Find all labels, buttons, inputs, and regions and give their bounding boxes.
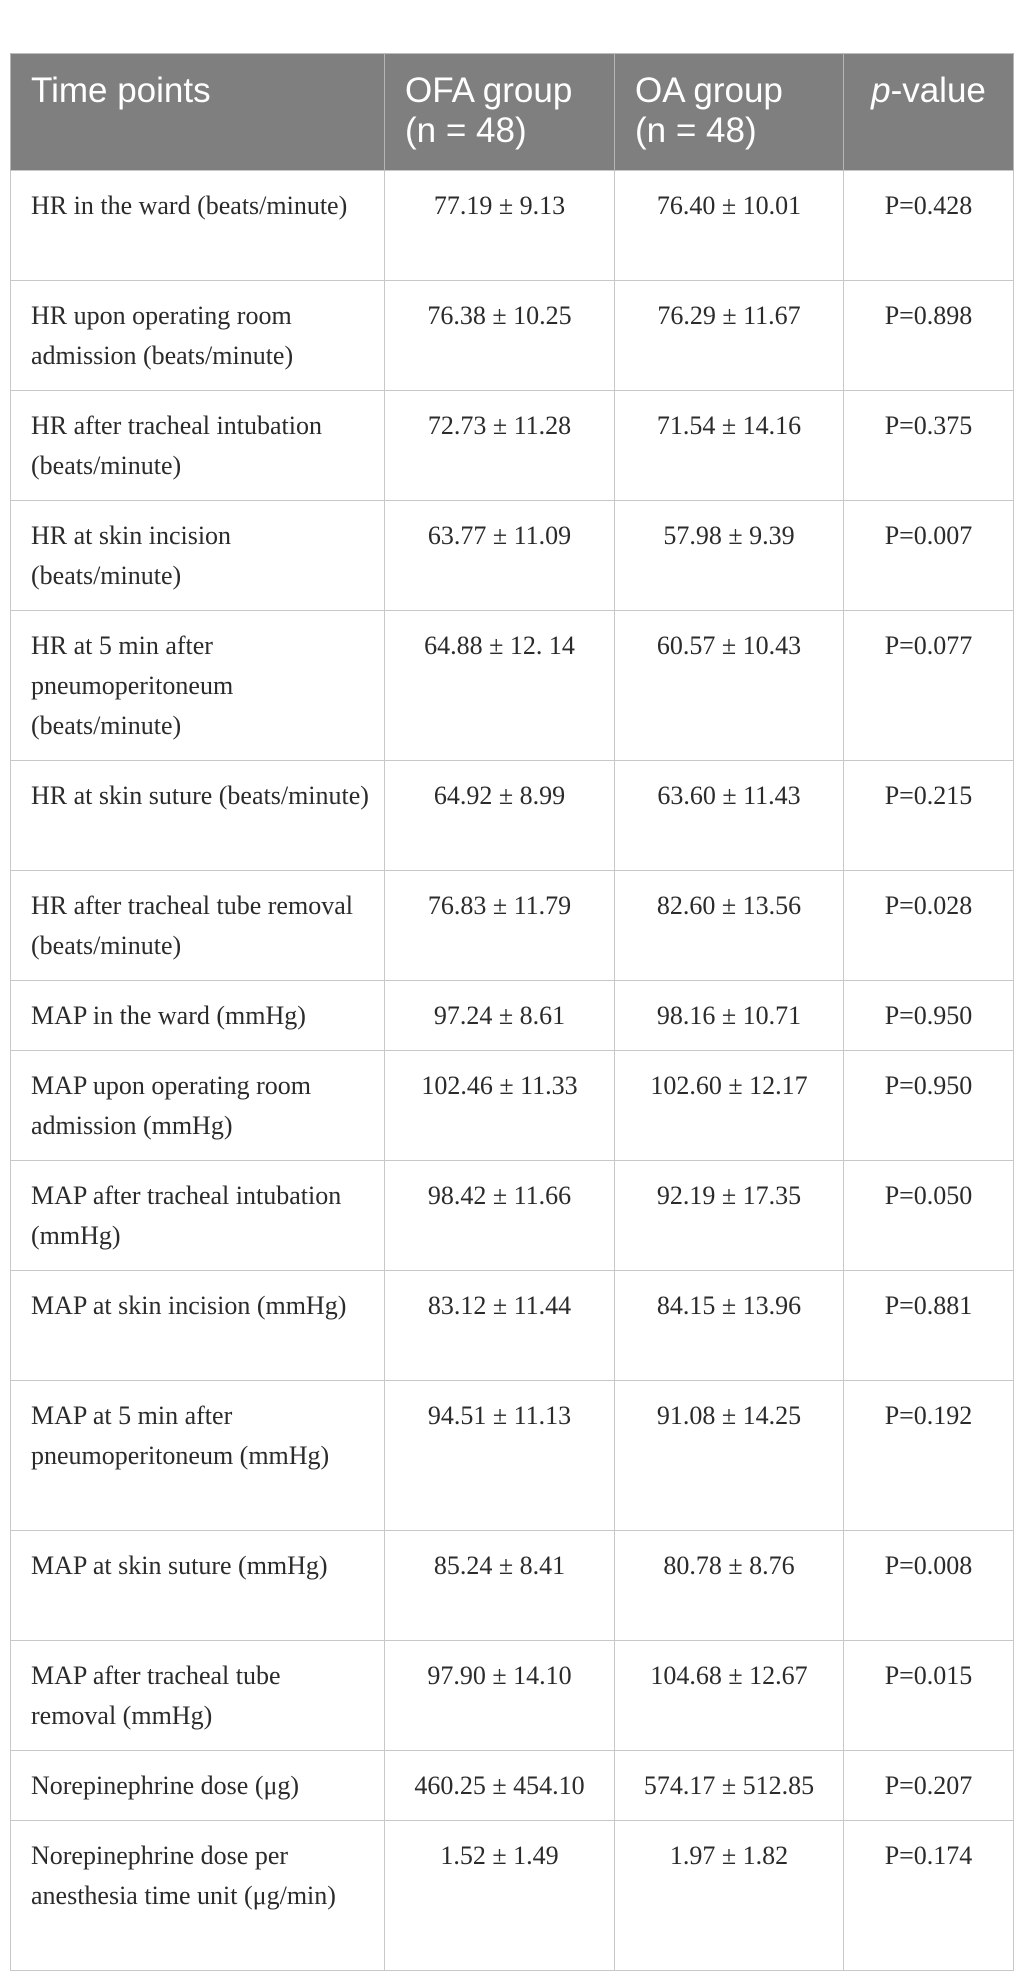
p-value: P=0.077: [844, 611, 1014, 761]
oa-value: 1.97 ± 1.82: [615, 1821, 844, 1971]
table-row: [11, 1821, 1014, 1971]
p-value: P=0.007: [844, 501, 1014, 611]
oa-value: 92.19 ± 17.35: [615, 1161, 844, 1271]
oa-value: 82.60 ± 13.56: [615, 871, 844, 981]
row-label: MAP at skin suture (mmHg): [11, 1531, 385, 1641]
table-row: [11, 1381, 1014, 1531]
p-value: P=0.428: [844, 171, 1014, 281]
ofa-value: 77.19 ± 9.13: [385, 171, 615, 281]
oa-value: 76.29 ± 11.67: [615, 281, 844, 391]
table-row: [11, 1051, 1014, 1161]
p-value: P=0.015: [844, 1641, 1014, 1751]
oa-value: 80.78 ± 8.76: [615, 1531, 844, 1641]
ofa-value: 460.25 ± 454.10: [385, 1751, 615, 1821]
ofa-value: 85.24 ± 8.41: [385, 1531, 615, 1641]
oa-value: 574.17 ± 512.85: [615, 1751, 844, 1821]
table-body: [11, 171, 1014, 1971]
table-row: [11, 981, 1014, 1051]
table-row: [11, 1751, 1014, 1821]
ofa-value: 64.88 ± 12. 14: [385, 611, 615, 761]
row-label: HR at 5 min after pneumoperitoneum (beats/minute): [11, 611, 385, 761]
p-value: P=0.898: [844, 281, 1014, 391]
row-label: MAP in the ward (mmHg): [11, 981, 385, 1051]
p-value: P=0.192: [844, 1381, 1014, 1531]
ofa-value: 64.92 ± 8.99: [385, 761, 615, 871]
table-row: [11, 1271, 1014, 1381]
p-value: P=0.215: [844, 761, 1014, 871]
table-row: [11, 871, 1014, 981]
oa-value: 91.08 ± 14.25: [615, 1381, 844, 1531]
row-label: HR after tracheal tube removal (beats/minute): [11, 871, 385, 981]
table-row: [11, 391, 1014, 501]
oa-value: 63.60 ± 11.43: [615, 761, 844, 871]
row-label: Norepinephrine dose per anesthesia time unit (μg/min): [11, 1821, 385, 1971]
oa-value: 104.68 ± 12.67: [615, 1641, 844, 1751]
table-row: [11, 1161, 1014, 1271]
header-p-value: [844, 54, 1014, 171]
header-row: [11, 54, 1014, 171]
header-oa-group: OA group (n = 48): [615, 54, 844, 171]
ofa-value: 102.46 ± 11.33: [385, 1051, 615, 1161]
table-row: [11, 611, 1014, 761]
table-row: [11, 171, 1014, 281]
oa-value: 84.15 ± 13.96: [615, 1271, 844, 1381]
header-time-points: Time points: [11, 54, 385, 171]
table-row: [11, 281, 1014, 391]
ofa-value: 98.42 ± 11.66: [385, 1161, 615, 1271]
table-row: [11, 501, 1014, 611]
row-label: HR upon operating room admission (beats/minute): [11, 281, 385, 391]
row-label: Norepinephrine dose (μg): [11, 1751, 385, 1821]
ofa-value: 94.51 ± 11.13: [385, 1381, 615, 1531]
data-table-container: [10, 53, 1013, 1971]
header-p-italic: p: [871, 71, 891, 110]
p-value: P=0.174: [844, 1821, 1014, 1971]
header-ofa-group: OFA group (n = 48): [385, 54, 615, 171]
table-header: [11, 54, 1014, 171]
table-row: [11, 761, 1014, 871]
ofa-value: 63.77 ± 11.09: [385, 501, 615, 611]
oa-value: 76.40 ± 10.01: [615, 171, 844, 281]
row-label: HR in the ward (beats/minute): [11, 171, 385, 281]
oa-value: 98.16 ± 10.71: [615, 981, 844, 1051]
p-value: P=0.207: [844, 1751, 1014, 1821]
p-value: P=0.950: [844, 1051, 1014, 1161]
oa-value: 71.54 ± 14.16: [615, 391, 844, 501]
oa-value: 102.60 ± 12.17: [615, 1051, 844, 1161]
ofa-value: 76.83 ± 11.79: [385, 871, 615, 981]
table-row: [11, 1641, 1014, 1751]
p-value: P=0.008: [844, 1531, 1014, 1641]
row-label: HR at skin incision (beats/minute): [11, 501, 385, 611]
ofa-value: 1.52 ± 1.49: [385, 1821, 615, 1971]
row-label: HR after tracheal intubation (beats/minute): [11, 391, 385, 501]
ofa-value: 72.73 ± 11.28: [385, 391, 615, 501]
p-value: P=0.050: [844, 1161, 1014, 1271]
header-p-rest: -value: [890, 71, 986, 110]
row-label: MAP at skin incision (mmHg): [11, 1271, 385, 1381]
ofa-value: 83.12 ± 11.44: [385, 1271, 615, 1381]
hemodynamics-table: [10, 53, 1014, 1971]
p-value: P=0.375: [844, 391, 1014, 501]
row-label: MAP after tracheal tube removal (mmHg): [11, 1641, 385, 1751]
row-label: MAP after tracheal intubation (mmHg): [11, 1161, 385, 1271]
p-value: P=0.028: [844, 871, 1014, 981]
ofa-value: 76.38 ± 10.25: [385, 281, 615, 391]
p-value: P=0.881: [844, 1271, 1014, 1381]
ofa-value: 97.24 ± 8.61: [385, 981, 615, 1051]
oa-value: 60.57 ± 10.43: [615, 611, 844, 761]
row-label: MAP upon operating room admission (mmHg): [11, 1051, 385, 1161]
oa-value: 57.98 ± 9.39: [615, 501, 844, 611]
row-label: HR at skin suture (beats/minute): [11, 761, 385, 871]
p-value: P=0.950: [844, 981, 1014, 1051]
ofa-value: 97.90 ± 14.10: [385, 1641, 615, 1751]
row-label: MAP at 5 min after pneumoperitoneum (mmHg): [11, 1381, 385, 1531]
table-row: [11, 1531, 1014, 1641]
